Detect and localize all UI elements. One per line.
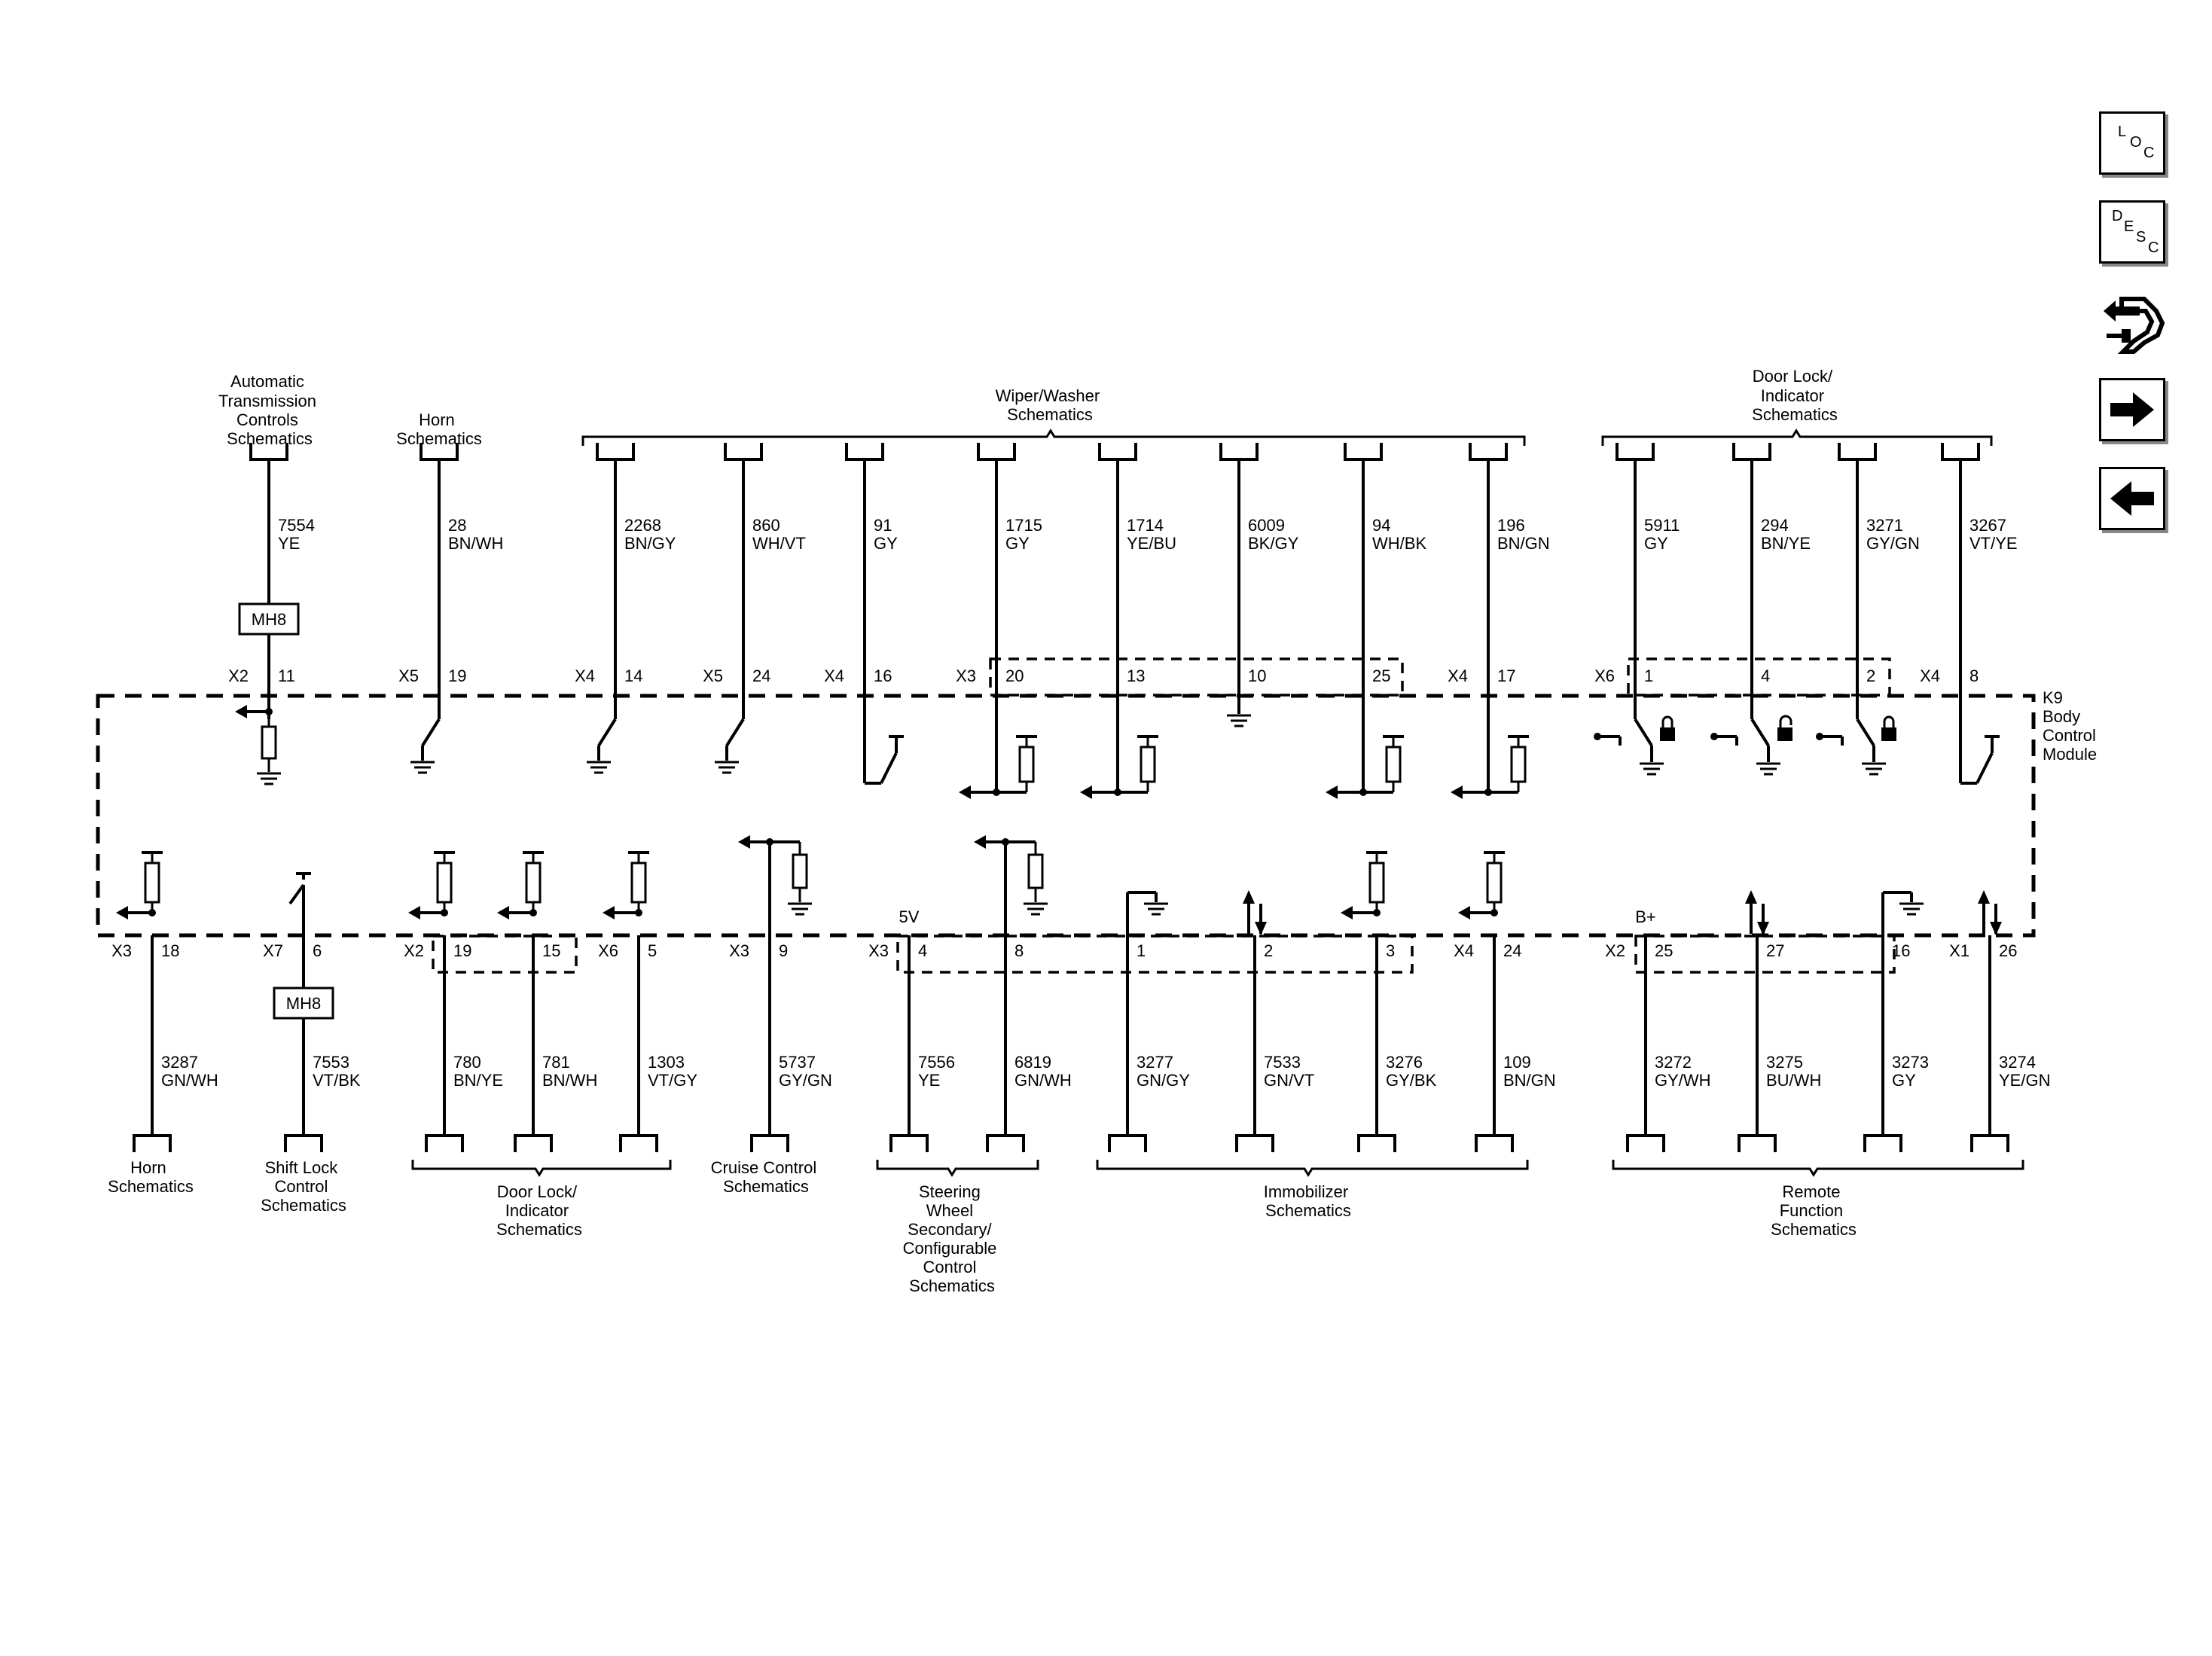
pin-number: 17 bbox=[1497, 666, 1516, 685]
switch-blade bbox=[599, 719, 615, 746]
group-label-horn-bottom: Horn Schematics bbox=[108, 1158, 194, 1196]
wire-color: BN/WH bbox=[542, 1071, 598, 1090]
module-boundary bbox=[98, 696, 2034, 935]
group-label-remote-function: Remote Function Schematics bbox=[1771, 1182, 1857, 1239]
supply-label: 5V bbox=[899, 907, 920, 926]
pulldown-resistor bbox=[262, 727, 276, 758]
group-label-horn-top: Horn Schematics bbox=[396, 410, 482, 448]
arrow-up-icon bbox=[1745, 890, 1757, 904]
desc-letter: E bbox=[2124, 218, 2134, 235]
wire-color: GY/GN bbox=[779, 1071, 832, 1090]
loc-letter: L bbox=[2118, 124, 2127, 140]
circuit-number: 6009 bbox=[1248, 516, 1285, 535]
diagnostic-tools-icon[interactable] bbox=[2099, 288, 2167, 356]
location-view-button[interactable] bbox=[2099, 111, 2165, 175]
switch-blade bbox=[727, 719, 743, 746]
wire-color: GY bbox=[1892, 1071, 1916, 1090]
circuit-number: 5911 bbox=[1644, 516, 1680, 535]
connector-terminal bbox=[725, 443, 761, 459]
connector-id: X2 bbox=[228, 666, 249, 685]
junction-dot bbox=[635, 909, 642, 916]
connector-terminal bbox=[1109, 1136, 1146, 1152]
pullup-resistor bbox=[632, 863, 645, 902]
connector-terminal bbox=[978, 443, 1014, 459]
input-arrow-icon bbox=[974, 835, 986, 849]
switch-blade bbox=[1977, 753, 1992, 783]
circuit-number: 1715 bbox=[1005, 516, 1042, 535]
bracket-door-lock-bottom bbox=[413, 1160, 670, 1175]
circuit-number: 91 bbox=[874, 516, 892, 535]
lock-icon bbox=[1881, 727, 1896, 741]
wire-color: GY bbox=[1005, 534, 1030, 553]
connector-terminal bbox=[1628, 1136, 1664, 1152]
switch-blade bbox=[1857, 719, 1874, 746]
junction-dot bbox=[265, 708, 273, 715]
connector-terminal bbox=[891, 1136, 927, 1152]
circuit-number: 3277 bbox=[1137, 1053, 1173, 1072]
connector-terminal bbox=[515, 1136, 551, 1152]
connector-id: X5 bbox=[398, 666, 419, 685]
circuit-number: 2268 bbox=[624, 516, 661, 535]
input-arrow-icon bbox=[1458, 906, 1470, 919]
connector-terminal bbox=[1734, 443, 1770, 459]
pin-number: 24 bbox=[1503, 941, 1522, 960]
input-arrow-icon bbox=[959, 785, 971, 799]
input-arrow-icon bbox=[116, 906, 128, 919]
circuit-number: 5737 bbox=[779, 1053, 816, 1072]
arrow-right-icon bbox=[2101, 380, 2163, 439]
connector-id: X3 bbox=[868, 941, 889, 960]
junction-dot bbox=[529, 909, 537, 916]
pin-number: 2 bbox=[1264, 941, 1274, 960]
group-label-immobilizer: Immobilizer Schematics bbox=[1263, 1182, 1351, 1220]
wire-color: VT/GY bbox=[648, 1071, 698, 1090]
top-circuits bbox=[228, 443, 2018, 783]
wire-color: GY bbox=[1644, 534, 1668, 553]
pin-number: 2 bbox=[1866, 666, 1876, 685]
input-arrow-icon bbox=[235, 705, 247, 718]
connector-terminal bbox=[1470, 443, 1506, 459]
arrow-up-icon bbox=[1243, 890, 1255, 904]
connector-id: X4 bbox=[824, 666, 844, 685]
group-label-automatic-transmission: Automatic Transmission Controls Schematics bbox=[218, 372, 316, 448]
connector-id: X4 bbox=[1920, 666, 1940, 685]
connector-terminal bbox=[621, 1136, 657, 1152]
connector-group-x6-top bbox=[1628, 659, 1890, 695]
circuit-number: 3271 bbox=[1866, 516, 1903, 535]
wire-color: BK/GY bbox=[1248, 534, 1299, 553]
pin-number: 24 bbox=[752, 666, 771, 685]
wire-color: GN/WH bbox=[161, 1071, 218, 1090]
description-view-button[interactable] bbox=[2099, 200, 2165, 264]
pin-number: 8 bbox=[1969, 666, 1979, 685]
circuit-number: 94 bbox=[1372, 516, 1391, 535]
arrow-up-icon bbox=[1978, 890, 1990, 904]
pin-number: 16 bbox=[1892, 941, 1911, 960]
arrow-down-icon bbox=[1255, 922, 1267, 935]
pin-number: 27 bbox=[1766, 941, 1785, 960]
pullup-resistor bbox=[1487, 863, 1501, 902]
bracket-door-lock-top bbox=[1603, 431, 1991, 446]
input-arrow-icon bbox=[1451, 785, 1463, 799]
bracket-steering-wheel bbox=[877, 1160, 1038, 1175]
input-arrow-icon bbox=[603, 906, 615, 919]
bracket-remote-function bbox=[1613, 1160, 2023, 1175]
switch-blade bbox=[1752, 719, 1768, 746]
wire-color: BN/YE bbox=[1761, 534, 1811, 553]
pin-number: 16 bbox=[874, 666, 892, 685]
pin-number: 4 bbox=[1761, 666, 1771, 685]
wire-color: BN/GN bbox=[1503, 1071, 1556, 1090]
circuit-number: 780 bbox=[453, 1053, 481, 1072]
internal-components bbox=[116, 697, 2002, 935]
circuit-number: 109 bbox=[1503, 1053, 1531, 1072]
splice-label: MH8 bbox=[285, 994, 322, 1013]
wire-color: GY/BK bbox=[1386, 1071, 1437, 1090]
supply-label: B+ bbox=[1635, 907, 1656, 926]
pin-number: 1 bbox=[1137, 941, 1146, 960]
pin-number: 19 bbox=[453, 941, 472, 960]
wire-color: YE bbox=[278, 534, 301, 553]
pullup-resistor bbox=[1512, 747, 1525, 782]
junction-dot bbox=[1710, 733, 1718, 740]
loc-letter: O bbox=[2130, 134, 2142, 151]
pin-number: 9 bbox=[779, 941, 789, 960]
desc-letter: S bbox=[2136, 229, 2146, 246]
pullup-resistor bbox=[145, 863, 159, 902]
circuit-number: 781 bbox=[542, 1053, 570, 1072]
junction-dot bbox=[1594, 733, 1601, 740]
input-arrow-icon bbox=[1080, 785, 1092, 799]
pin-number: 25 bbox=[1655, 941, 1673, 960]
wire-color: GY/GN bbox=[1866, 534, 1920, 553]
connector-id: X3 bbox=[111, 941, 132, 960]
pin-number: 5 bbox=[648, 941, 657, 960]
circuit-number: 28 bbox=[448, 516, 467, 535]
pullup-resistor bbox=[526, 863, 540, 902]
input-arrow-icon bbox=[497, 906, 509, 919]
connector-id: X4 bbox=[1454, 941, 1474, 960]
connector-id: X3 bbox=[729, 941, 749, 960]
connector-group-x3-bottom bbox=[898, 936, 1412, 972]
circuit-number: 3276 bbox=[1386, 1053, 1423, 1072]
junction-dot bbox=[1816, 733, 1823, 740]
lock-shackle bbox=[1663, 717, 1672, 727]
wire-color: GN/GY bbox=[1137, 1071, 1190, 1090]
wire-color: GY/WH bbox=[1655, 1071, 1711, 1090]
pin-number: 25 bbox=[1372, 666, 1391, 685]
circuit-number: 1714 bbox=[1127, 516, 1164, 535]
pin-number: 19 bbox=[448, 666, 467, 685]
pin-number: 11 bbox=[278, 666, 295, 685]
pullup-resistor bbox=[438, 863, 451, 902]
circuit-number: 3273 bbox=[1892, 1053, 1929, 1072]
switch-blade bbox=[881, 753, 896, 783]
circuit-number: 3267 bbox=[1969, 516, 2006, 535]
circuit-number: 3272 bbox=[1655, 1053, 1692, 1072]
input-arrow-icon bbox=[408, 906, 420, 919]
junction-dot bbox=[993, 788, 1000, 796]
pin-number: 4 bbox=[918, 941, 928, 960]
switch-blade bbox=[290, 885, 304, 904]
connector-terminal bbox=[1839, 443, 1875, 459]
circuit-number: 7556 bbox=[918, 1053, 955, 1072]
connector-terminal bbox=[752, 1136, 788, 1152]
connector-terminal bbox=[1865, 1136, 1901, 1152]
wire-color: GN/VT bbox=[1264, 1071, 1315, 1090]
arrow-down-icon bbox=[1990, 922, 2002, 935]
group-label-door-lock-bottom: Door Lock/ Indicator Schematics bbox=[496, 1182, 582, 1239]
connector-terminal bbox=[847, 443, 883, 459]
circuit-number: 196 bbox=[1497, 516, 1525, 535]
wire-color: YE/GN bbox=[1999, 1071, 2051, 1090]
unlock-icon bbox=[1777, 727, 1792, 741]
input-arrow-icon bbox=[1326, 785, 1338, 799]
arrow-down-icon bbox=[1757, 922, 1769, 935]
junction-dot bbox=[1373, 909, 1381, 916]
connector-terminal bbox=[1476, 1136, 1512, 1152]
pin-number: 14 bbox=[624, 666, 643, 685]
connector-terminal bbox=[1221, 443, 1257, 459]
bracket-immobilizer bbox=[1097, 1160, 1527, 1175]
wire-color: BN/GN bbox=[1497, 534, 1550, 553]
desc-letter: D bbox=[2112, 208, 2123, 224]
pin-number: 18 bbox=[161, 941, 180, 960]
wire-color: BN/GY bbox=[624, 534, 676, 553]
arrow-left-icon bbox=[2101, 469, 2163, 528]
group-label-steering-wheel: Steering Wheel Secondary/ Configurable Control Schematics bbox=[902, 1182, 997, 1295]
switch-blade bbox=[1635, 719, 1652, 746]
connector-id: X2 bbox=[1605, 941, 1625, 960]
connector-group-x2-remote bbox=[1636, 936, 1894, 972]
connector-terminal bbox=[1972, 1136, 2008, 1152]
pin-number: 26 bbox=[1999, 941, 2018, 960]
connector-terminal bbox=[1739, 1136, 1775, 1152]
circuit-number: 3287 bbox=[161, 1053, 198, 1072]
wire-color: YE bbox=[918, 1071, 941, 1090]
connector-terminal bbox=[597, 443, 633, 459]
connector-group-x3-top bbox=[990, 659, 1402, 695]
connector-id: X3 bbox=[956, 666, 976, 685]
wire-color: BN/YE bbox=[453, 1071, 504, 1090]
junction-dot bbox=[441, 909, 448, 916]
circuit-number: 1303 bbox=[648, 1053, 685, 1072]
wire-color: YE/BU bbox=[1127, 534, 1177, 553]
connector-terminal bbox=[1237, 1136, 1273, 1152]
pin-number: 20 bbox=[1005, 666, 1024, 685]
connector-id: X6 bbox=[598, 941, 618, 960]
circuit-number: 7533 bbox=[1264, 1053, 1301, 1072]
pin-number: 1 bbox=[1644, 666, 1654, 685]
connector-terminal bbox=[987, 1136, 1024, 1152]
splice-label: MH8 bbox=[251, 610, 287, 629]
connector-id: X4 bbox=[1448, 666, 1468, 685]
connector-terminal bbox=[1942, 443, 1979, 459]
wire-color: BU/WH bbox=[1766, 1071, 1822, 1090]
pullup-resistor bbox=[1020, 747, 1033, 782]
pin-number: 10 bbox=[1248, 666, 1267, 685]
desc-letter: C bbox=[2148, 239, 2159, 256]
lock-shackle bbox=[1884, 717, 1893, 727]
connector-id: X5 bbox=[703, 666, 723, 685]
connector-id: X4 bbox=[575, 666, 595, 685]
bottom-circuits bbox=[111, 907, 2050, 1152]
pulldown-resistor bbox=[1029, 855, 1042, 888]
next-page-button[interactable] bbox=[2099, 378, 2165, 441]
pin-number: 6 bbox=[313, 941, 322, 960]
pulldown-resistor bbox=[793, 855, 807, 888]
pullup-resistor bbox=[1387, 747, 1400, 782]
circuit-number: 294 bbox=[1761, 516, 1789, 535]
module-label: K9 Body Control Module bbox=[2043, 688, 2098, 764]
connector-terminal bbox=[1100, 443, 1136, 459]
junction-dot bbox=[148, 909, 156, 916]
circuit-number: 3275 bbox=[1766, 1053, 1803, 1072]
connector-id: X1 bbox=[1949, 941, 1969, 960]
connector-terminal bbox=[1359, 1136, 1395, 1152]
pin-number: 13 bbox=[1127, 666, 1146, 685]
previous-page-button[interactable] bbox=[2099, 467, 2165, 530]
wire-color: BN/WH bbox=[448, 534, 504, 553]
junction-dot bbox=[1114, 788, 1121, 796]
junction-dot bbox=[1359, 788, 1367, 796]
connector-terminal bbox=[426, 1136, 462, 1152]
circuit-number: 7554 bbox=[278, 516, 315, 535]
group-label-door-lock-top: Door Lock/ Indicator Schematics bbox=[1752, 367, 1838, 424]
pin-number: 15 bbox=[542, 941, 561, 960]
group-label-cruise-control: Cruise Control Schematics bbox=[710, 1158, 817, 1196]
pin-number: 3 bbox=[1386, 941, 1396, 960]
connector-terminal bbox=[285, 1136, 322, 1152]
connector-id: X6 bbox=[1594, 666, 1615, 685]
wire-color: VT/YE bbox=[1969, 534, 2018, 553]
connector-terminal bbox=[1617, 443, 1653, 459]
junction-dot bbox=[1490, 909, 1498, 916]
pin-number: 8 bbox=[1014, 941, 1024, 960]
group-label-shift-lock: Shift Lock Control Schematics bbox=[261, 1158, 346, 1215]
wire-color: WH/BK bbox=[1372, 534, 1427, 553]
wire-color: VT/BK bbox=[313, 1071, 361, 1090]
connector-terminal bbox=[1345, 443, 1381, 459]
circuit-number: 3274 bbox=[1999, 1053, 2036, 1072]
lock-icon bbox=[1660, 727, 1675, 741]
pullup-resistor bbox=[1370, 863, 1384, 902]
connector-id: X2 bbox=[404, 941, 424, 960]
junction-dot bbox=[1484, 788, 1492, 796]
switch-blade bbox=[423, 719, 439, 746]
loc-letter: C bbox=[2143, 145, 2155, 161]
input-arrow-icon bbox=[1341, 906, 1353, 919]
circuit-number: 860 bbox=[752, 516, 780, 535]
lock-shackle bbox=[1780, 716, 1791, 727]
circuit-number: 7553 bbox=[313, 1053, 349, 1072]
connector-terminal bbox=[134, 1136, 170, 1152]
connector-id: X7 bbox=[263, 941, 283, 960]
wire-color: WH/VT bbox=[752, 534, 806, 553]
circuit-number: 6819 bbox=[1014, 1053, 1051, 1072]
input-arrow-icon bbox=[738, 835, 750, 849]
wire-color: GY bbox=[874, 534, 898, 553]
wire-color: GN/WH bbox=[1014, 1071, 1072, 1090]
pullup-resistor bbox=[1141, 747, 1155, 782]
group-label-wiper-washer: Wiper/Washer Schematics bbox=[995, 386, 1100, 424]
